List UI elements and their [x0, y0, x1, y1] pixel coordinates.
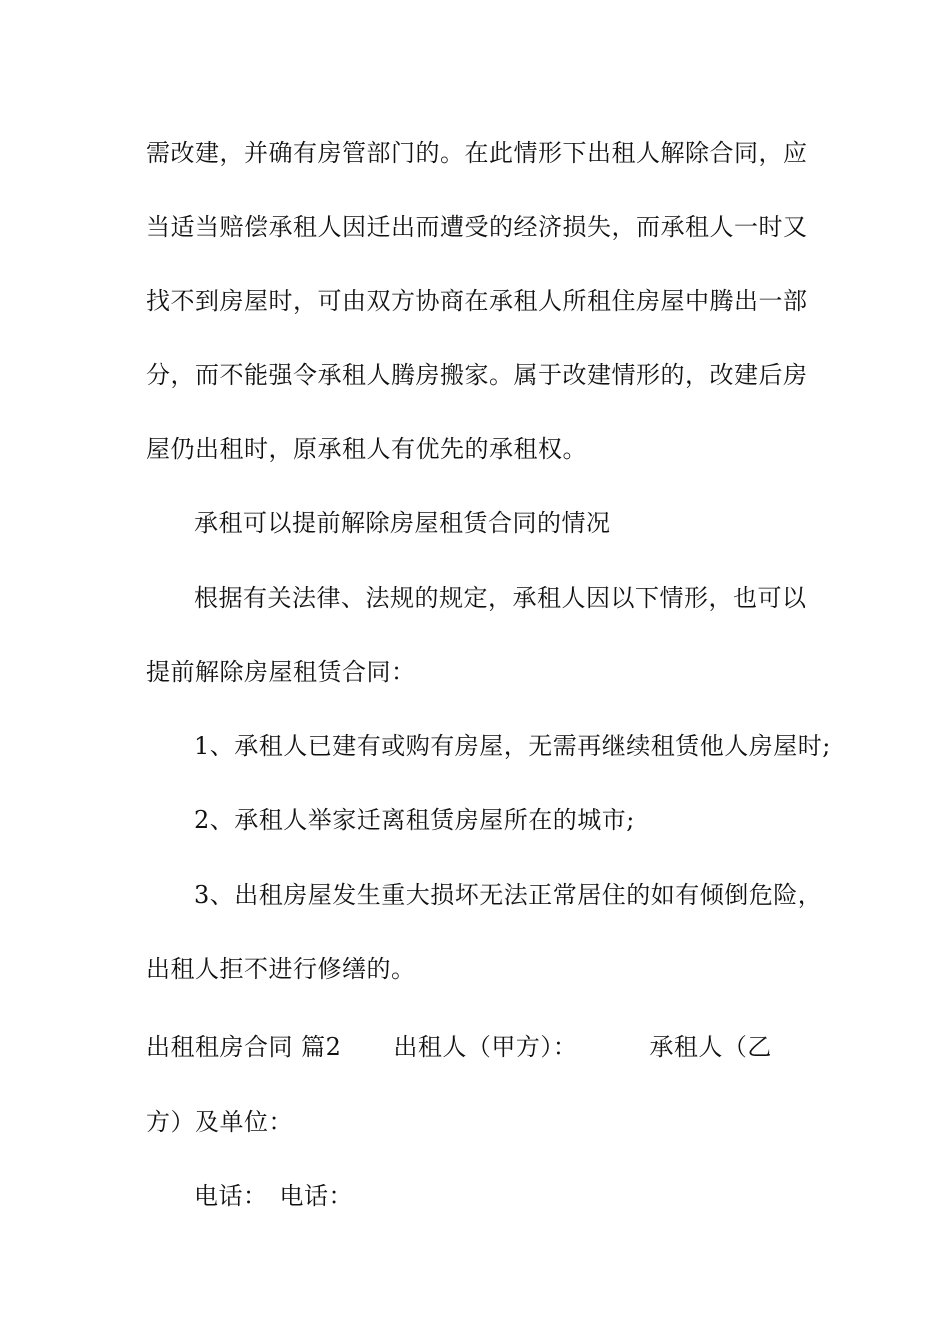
body-line-7: 根据有关法律、法规的规定，承租人因以下情形，也可以 [194, 584, 807, 612]
lessor-label: 出租人（甲方）： [393, 1033, 578, 1061]
body-line-2: 当适当赔偿承租人因迁出而遭受的经济损失，而承租人一时又 [146, 213, 808, 241]
contract-title: 出租租房合同 篇2 [146, 1033, 342, 1061]
section-heading: 承租可以提前解除房屋租赁合同的情况 [194, 509, 611, 537]
list-item-1: 1、承租人已建有或购有房屋，无需再继续租赁他人房屋时; [194, 732, 831, 760]
phone-line [194, 1181, 874, 1211]
phone-label-2: 电话： [279, 1182, 353, 1210]
body-line-3: 找不到房屋时，可由双方协商在承租人所租住房屋中腾出一部 [146, 287, 808, 315]
list-item-3: 3、出租房屋发生重大损坏无法正常居住的如有倾倒危险， [194, 881, 823, 909]
lessee-label-cont: 方）及单位： [146, 1108, 293, 1136]
body-line-1: 需改建，并确有房管部门的。在此情形下出租人解除合同，应 [146, 139, 808, 167]
phone-label-1: 电话： [194, 1182, 268, 1210]
contract-heading-line [146, 1032, 826, 1062]
lessee-label: 承租人（乙 [649, 1033, 772, 1061]
list-item-3-cont: 出租人拒不进行修缮的。 [146, 955, 416, 983]
body-line-5: 屋仍出租时，原承租人有优先的承租权。 [146, 435, 587, 463]
body-line-8: 提前解除房屋租赁合同： [146, 658, 416, 686]
list-item-2: 2、承租人举家迁离租赁房屋所在的城市; [194, 806, 635, 834]
body-line-4: 分，而不能强令承租人腾房搬家。属于改建情形的，改建后房 [146, 361, 808, 389]
